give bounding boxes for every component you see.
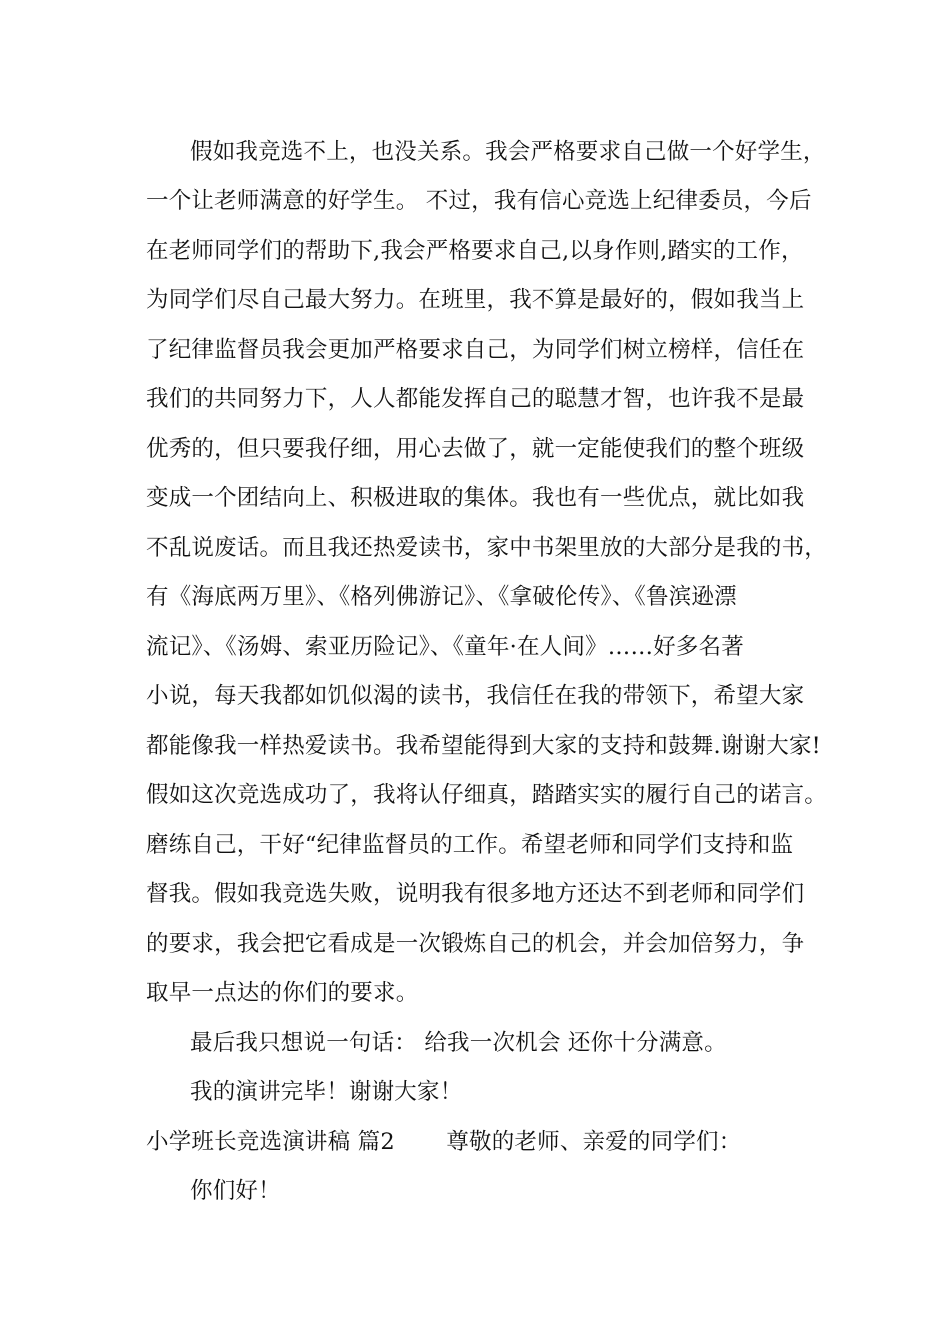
paragraph-line: 一个让老师满意的好学生。 不过，我有信心竞选上纪律委员，今后 [146, 188, 812, 214]
paragraph-line: 的要求，我会把它看成是一次锻炼自己的机会，并会加倍努力，争 [146, 931, 805, 957]
paragraph-line: 在老师同学们的帮助下,我会严格要求自己,以身作则,踏实的工作， [146, 238, 804, 264]
paragraph-line: 小说，每天我都如饥似渴的读书，我信任在我的带领下，希望大家 [146, 683, 805, 709]
paragraph-line: 我们的共同努力下，人人都能发挥自己的聪慧才智，也许我不是最 [146, 386, 805, 412]
paragraph-line: 流记》、《汤姆、索亚历险记》、《童年·在人间》……好多名著 [146, 634, 744, 660]
paragraph-line: 最后我只想说一句话： 给我一次机会 还你十分满意。 [190, 1030, 727, 1056]
paragraph-line: 变成一个团结向上、积极进取的集体。我也有一些优点，就比如我 [146, 485, 805, 511]
paragraph-line: 有《海底两万里》、《格列佛游记》、《拿破伦传》、《鲁滨逊漂 [146, 584, 737, 610]
paragraph-line: 不乱说废话。而且我还热爱读书，家中书架里放的大部分是我的书， [146, 535, 828, 561]
paragraph-line: 督我。假如我竞选失败，说明我有很多地方还达不到老师和同学们 [146, 881, 805, 907]
paragraph-line: 假如我竞选不上，也没关系。我会严格要求自己做一个好学生， [190, 139, 826, 165]
paragraph-line: 都能像我一样热爱读书。我希望能得到大家的支持和鼓舞.谢谢大家! [146, 733, 821, 759]
paragraph-line: 磨练自己，干好“纪律监督员的工作。希望老师和同学们支持和监 [146, 832, 794, 858]
paragraph-line: 我的演讲完毕！谢谢大家！ [190, 1079, 463, 1105]
section-heading: 小学班长竞选演讲稿 篇2 尊敬的老师、亲爱的同学们： [146, 1129, 742, 1155]
paragraph-line: 优秀的，但只要我仔细，用心去做了，就一定能使我们的整个班级 [146, 436, 805, 462]
paragraph-line: 假如这次竞选成功了，我将认仔细真，踏踏实实的履行自己的诺言。 [146, 782, 828, 808]
paragraph-line: 取早一点达的你们的要求。 [146, 980, 419, 1006]
paragraph-line: 为同学们尽自己最大努力。在班里，我不算是最好的，假如我当上 [146, 287, 805, 313]
paragraph-line: 你们好！ [190, 1178, 281, 1204]
paragraph-line: 了纪律监督员我会更加严格要求自己，为同学们树立榜样，信任在 [146, 337, 805, 363]
